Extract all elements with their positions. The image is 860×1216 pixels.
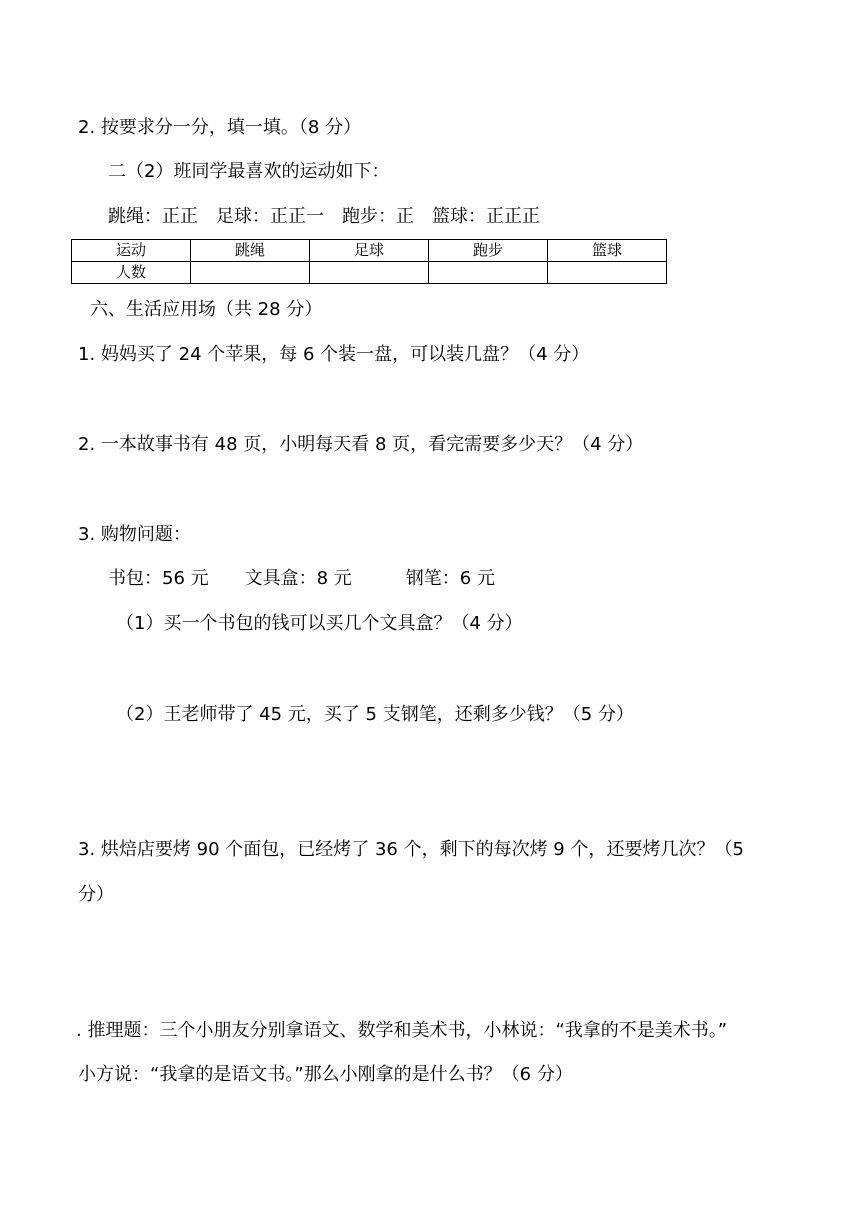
problem-4-line-2: 分） xyxy=(78,884,114,905)
table-header-cell: 足球 xyxy=(310,240,429,262)
question-2-title: 2. 按要求分一分，填一填。（8 分） xyxy=(78,117,362,138)
table-row-label: 人数 xyxy=(72,262,191,284)
problem-3-part-1: （1）买一个书包的钱可以买几个文具盒？（4 分） xyxy=(116,613,523,634)
tally-text: 跳绳：正正 足球：正正一 跑步：正 篮球：正正正 xyxy=(108,206,540,227)
answer-cell-football[interactable] xyxy=(310,262,429,284)
table-header-row xyxy=(72,240,667,262)
table-header-cell: 跑步 xyxy=(429,240,548,262)
answer-cell-running[interactable] xyxy=(429,262,548,284)
table-header-cell: 篮球 xyxy=(548,240,667,262)
problem-3-title: 3. 购物问题： xyxy=(78,524,191,545)
problem-3-part-2: （2）王老师带了 45 元，买了 5 支钢笔，还剩多少钱？（5 分） xyxy=(116,704,634,725)
table-row xyxy=(72,262,667,284)
sports-table xyxy=(71,239,667,284)
answer-cell-jump-rope[interactable] xyxy=(191,262,310,284)
question-2-intro: 二（2）班同学最喜欢的运动如下： xyxy=(108,161,390,182)
table-header-cell: 跳绳 xyxy=(191,240,310,262)
problem-5-line-2: 小方说：“我拿的是语文书。”那么小刚拿的是什么书？（6 分） xyxy=(78,1064,573,1085)
problem-5-line-1: . 推理题：三个小朋友分别拿语文、数学和美术书，小林说：“我拿的不是美术书。” xyxy=(76,1020,728,1041)
price-list: 书包：56 元 文具盒：8 元 钢笔：6 元 xyxy=(108,568,495,589)
answer-cell-basketball[interactable] xyxy=(548,262,667,284)
problem-4-line-1: 3. 烘焙店要烤 90 个面包，已经烤了 36 个，剩下的每次烤 9 个，还要烤几次？（5 xyxy=(78,839,744,860)
table-header-cell: 运动 xyxy=(72,240,191,262)
problem-1: 1. 妈妈买了 24 个苹果，每 6 个装一盘，可以装几盘？（4 分） xyxy=(78,344,590,365)
section-6-title: 六、生活应用场（共 28 分） xyxy=(90,299,323,320)
problem-2: 2. 一本故事书有 48 页，小明每天看 8 页，看完需要多少天？（4 分） xyxy=(78,434,644,455)
